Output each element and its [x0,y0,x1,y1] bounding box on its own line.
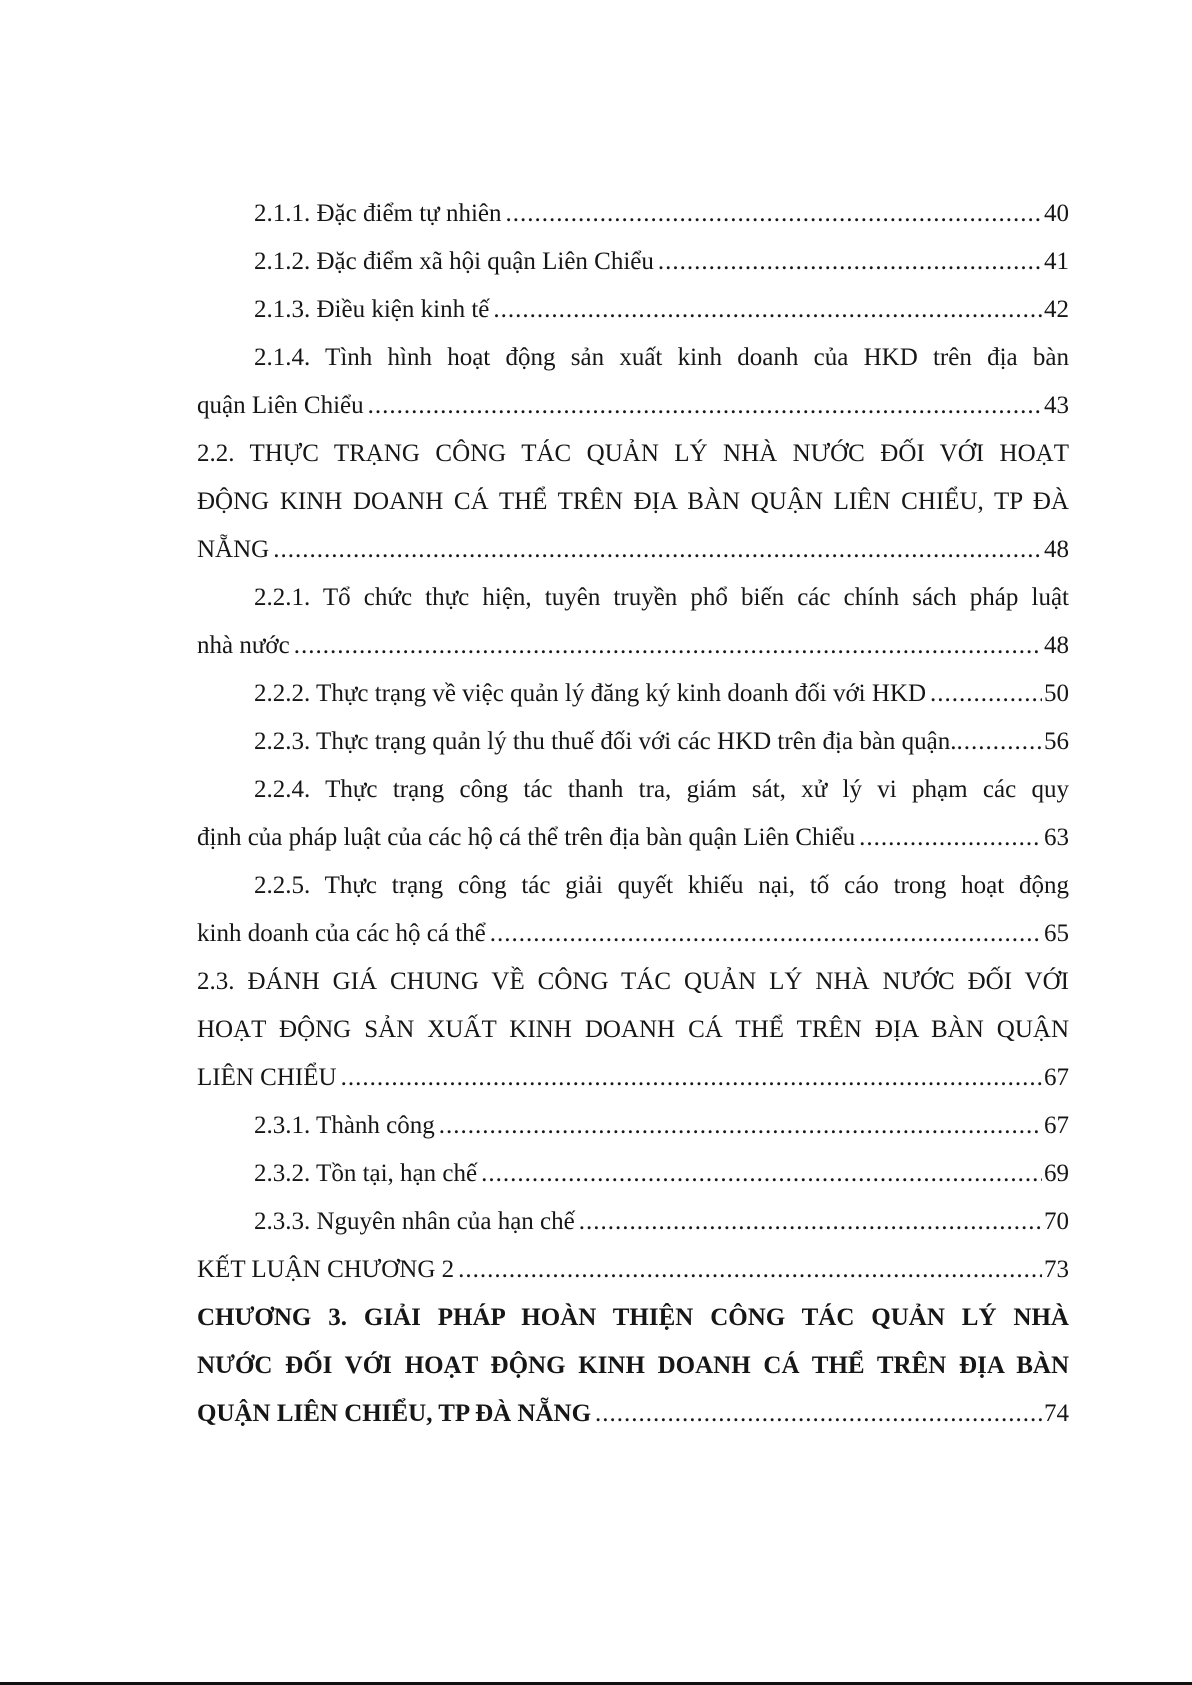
toc-page-number: 48 [1044,536,1069,563]
toc-entry-2-1-3[interactable] [197,286,1069,334]
toc-entry-title: 2.3.1. Thành công [254,1112,435,1139]
dot-leader [368,382,1042,430]
dot-leader [458,1246,1042,1294]
toc-page-number: 48 [1044,632,1069,659]
toc-entry-2-2-2[interactable] [197,670,1069,718]
toc-entry-title-line: định của pháp luật của các hộ cá thể trên địa bàn quận Liên Chiểu [197,824,856,851]
toc-page-number: 70 [1044,1208,1069,1235]
toc-page-number: 63 [1044,824,1069,851]
dot-leader [439,1102,1042,1150]
toc-page-number: 65 [1044,920,1069,947]
toc-entry-title: 2.3.3. Nguyên nhân của hạn chế [254,1208,575,1235]
toc-page-number: 69 [1044,1160,1069,1187]
toc-entry-title-line: LIÊN CHIỂU [197,1064,337,1091]
toc-entry-title-line: nhà nước [197,632,290,659]
dot-leader [579,1198,1042,1246]
toc-entry-2-3-2[interactable] [197,1150,1069,1198]
toc-page-number: 50 [1044,680,1069,707]
toc-page-number: 40 [1044,200,1069,227]
toc-entry-title: 2.2.3. Thực trạng quản lý thu thuế đối với các HKD trên địa bàn quận. [254,728,957,755]
dot-leader [481,1150,1042,1198]
toc-entry-2-2-4[interactable] [197,766,1069,862]
dot-leader [341,1054,1042,1102]
toc-entry-title-line: 2.3. ĐÁNH GIÁ CHUNG VỀ CÔNG TÁC QUẢN LÝ NHÀ NƯỚC ĐỐI VỚI [197,968,1069,995]
dot-leader [658,238,1042,286]
toc-entry-2-2[interactable] [197,430,1069,574]
toc-entry-title-line: CHƯƠNG 3. GIẢI PHÁP HOÀN THIỆN CÔNG TÁC QUẢN LÝ NHÀ [197,1304,1069,1331]
dot-leader [490,910,1042,958]
toc-entry-title-line: 2.1.4. Tình hình hoạt động sản xuất kinh doanh của HKD trên địa bàn [254,344,1069,371]
toc-entry-chapter-3[interactable] [197,1294,1069,1438]
toc-entry-title-line: ĐỘNG KINH DOANH CÁ THỂ TRÊN ĐỊA BÀN QUẬN LIÊN CHIỂU, TP ĐÀ [197,488,1069,515]
toc-entry-title: 2.3.2. Tồn tại, hạn chế [254,1160,478,1187]
toc-page-number: 73 [1044,1256,1069,1283]
toc-page-number: 43 [1044,392,1069,419]
toc-entry-2-1-4[interactable] [197,334,1069,430]
toc-entry-2-1-2[interactable] [197,238,1069,286]
toc-entry-2-2-3[interactable] [197,718,1069,766]
toc-entry-2-3[interactable] [197,958,1069,1102]
dot-leader [273,526,1042,574]
toc-entry-title-line: 2.2. THỰC TRẠNG CÔNG TÁC QUẢN LÝ NHÀ NƯỚC ĐỐI VỚI HOẠT [197,440,1069,467]
toc-entry-2-3-3[interactable] [197,1198,1069,1246]
toc-entry-title-line: HOẠT ĐỘNG SẢN XUẤT KINH DOANH CÁ THỂ TRÊN ĐỊA BÀN QUẬN [197,1016,1069,1043]
dot-leader [930,670,1042,718]
dot-leader [294,622,1042,670]
toc-page-number: 41 [1044,248,1069,275]
toc-entry-2-2-5[interactable] [197,862,1069,958]
toc-entry-title-line: quận Liên Chiểu [197,392,364,419]
toc-entry-2-1-1[interactable] [197,190,1069,238]
toc-entry-title-line: 2.2.5. Thực trạng công tác giải quyết khiếu nại, tố cáo trong hoạt động [254,872,1069,899]
toc-entry-title: KẾT LUẬN CHƯƠNG 2 [197,1256,455,1283]
table-of-contents [197,190,1069,1438]
toc-entry-title: 2.1.3. Điều kiện kinh tế [254,296,490,323]
dot-leader [595,1390,1042,1438]
toc-entry-title-line: NƯỚC ĐỐI VỚI HOẠT ĐỘNG KINH DOANH CÁ THỂ TRÊN ĐỊA BÀN [197,1352,1069,1379]
toc-entry-conclusion-chapter-2[interactable] [197,1246,1069,1294]
toc-entry-title-line: 2.2.1. Tổ chức thực hiện, tuyên truyền phổ biến các chính sách pháp luật [254,584,1069,611]
toc-entry-title: 2.2.2. Thực trạng về việc quản lý đăng ký kinh doanh đối với HKD [254,680,927,707]
toc-page-number: 56 [1044,728,1069,755]
dot-leader [859,814,1042,862]
toc-page-number: 67 [1044,1064,1069,1091]
dot-leader [506,190,1042,238]
toc-entry-2-3-1[interactable] [197,1102,1069,1150]
toc-page-number: 74 [1044,1400,1069,1427]
toc-entry-title: 2.1.2. Đặc điểm xã hội quận Liên Chiểu [254,248,654,275]
toc-entry-title-line: QUẬN LIÊN CHIỂU, TP ĐÀ NẴNG [197,1400,592,1427]
toc-page-number: 67 [1044,1112,1069,1139]
dot-leader [493,286,1042,334]
toc-entry-title-line: 2.2.4. Thực trạng công tác thanh tra, giám sát, xử lý vi phạm các quy [254,776,1069,803]
toc-entry-2-2-1[interactable] [197,574,1069,670]
dot-leader [957,718,1042,766]
toc-page-number: 42 [1044,296,1069,323]
toc-entry-title: 2.1.1. Đặc điểm tự nhiên [254,200,502,227]
toc-entry-title-line: kinh doanh của các hộ cá thể [197,920,486,947]
toc-entry-title-line: NẴNG [197,536,270,563]
